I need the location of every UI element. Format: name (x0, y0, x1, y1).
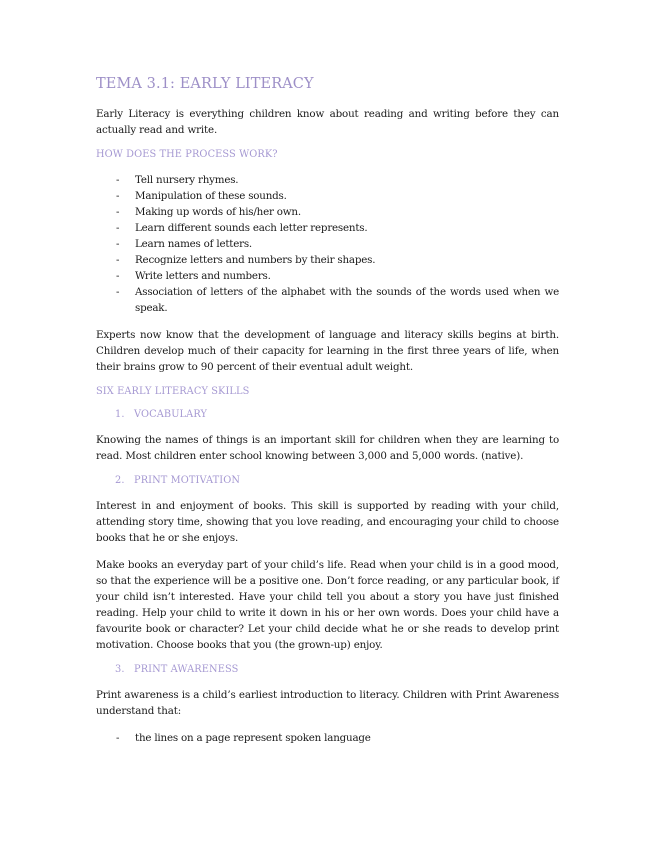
bullet-dash: - (116, 732, 120, 744)
print-motivation-heading: 2. PRINT MOTIVATION (115, 475, 241, 486)
vocabulary-paragraph: Knowing the names of things is an important skill for children when they are learning to read. Most children enter school knowing between 3,000 and 5,000 words. (native). (96, 434, 559, 462)
process-list (96, 172, 559, 316)
print-awareness-paragraph: Print awareness is a child’s earliest introduction to literacy. Children with Print Awareness understand that: (96, 689, 559, 717)
list-item: - Tell nursery rhymes. (116, 174, 239, 186)
section-number: 2. (115, 475, 125, 486)
page-title: TEMA 3.1: EARLY LITERACY (96, 76, 314, 92)
bullet-dash: - (116, 286, 120, 298)
list-item: - Write letters and numbers. (116, 270, 271, 282)
list-item: - Association of letters of the alphabet with the sounds of the words used when we speak. (116, 286, 559, 314)
print-motivation-paragraph-2: Make books an everyday part of your child’s life. Read when your child is in a good mood, so that the experience will be a positive one. Don’t force reading, or any particular book, if your child isn’t interested. Have your child tell you about a story you have just finished reading. Help your child to write it down in his or her own words. Does your child have a favourite book or character? Let your child decide what he or she reads to develop print motivation. Choose books that you (the grown-up) enjoy. (96, 559, 559, 651)
process-heading: HOW DOES THE PROCESS WORK? (96, 149, 278, 160)
bullet-dash: - (116, 238, 120, 250)
print-motivation-paragraph-1: Interest in and enjoyment of books. This skill is supported by reading with your child, attending story time, showing that you love reading, and encouraging your child to choose books that he or she enjoys. (96, 500, 559, 544)
list-item: - Learn names of letters. (116, 238, 253, 250)
list-item: - Recognize letters and numbers by their shapes. (116, 254, 376, 266)
bullet-dash: - (116, 254, 120, 266)
vocabulary-heading: 1. VOCABULARY (115, 409, 208, 420)
bullet-dash: - (116, 222, 120, 234)
document-content (96, 76, 559, 757)
section-number: 3. (115, 664, 125, 675)
list-item: - Manipulation of these sounds. (116, 190, 287, 202)
list-item: - the lines on a page represent spoken language (116, 732, 371, 744)
print-awareness-heading: 3. PRINT AWARENESS (115, 664, 239, 675)
section-number: 1. (115, 409, 125, 420)
bullet-dash: - (116, 270, 120, 282)
print-awareness-list (96, 730, 559, 746)
experts-paragraph: Experts now know that the development of language and literacy skills begins at birth. Children develop much of their capacity for learning in the first three years of life, when their brains grow to 90 percent of their eventual adult weight. (96, 329, 559, 373)
bullet-dash: - (116, 206, 120, 218)
bullet-dash: - (116, 190, 120, 202)
skills-heading: SIX EARLY LITERACY SKILLS (96, 386, 250, 397)
list-item: - Making up words of his/her own. (116, 206, 301, 218)
intro-paragraph: Early Literacy is everything children know about reading and writing before they can actually read and write. (96, 108, 559, 136)
list-item: - Learn different sounds each letter represents. (116, 222, 368, 234)
bullet-dash: - (116, 174, 120, 186)
